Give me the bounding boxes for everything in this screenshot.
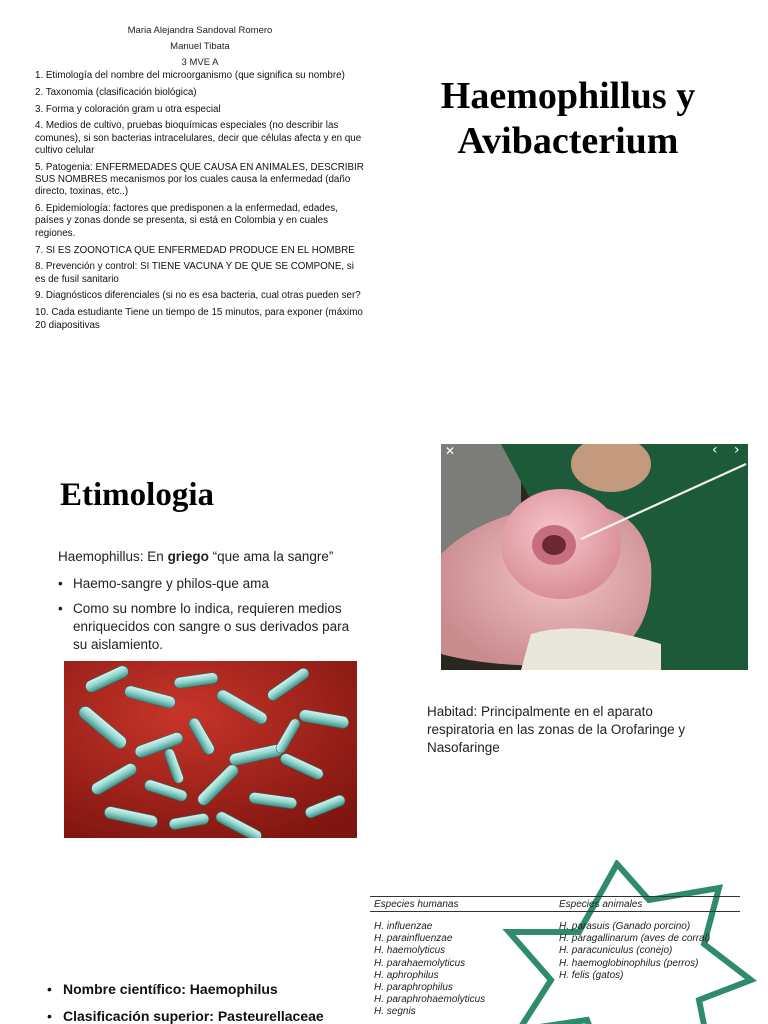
intro-suffix: “que ama la sangre” (208, 549, 334, 564)
species-entry: H. parainfluenzae (374, 933, 453, 945)
pig-photo-graphic (441, 444, 748, 670)
species-entry: H. haemolyticus (374, 945, 446, 957)
species-entry: H. haemoglobinophilus (perros) (559, 957, 699, 969)
species-table-body (370, 912, 740, 1019)
etymology-intro (58, 549, 333, 564)
species-entry: H. paragallinarum (aves de corral) (559, 933, 711, 945)
bullet-item: • Nombre científico: Haemophilus (47, 976, 324, 1003)
etymology-heading: Etimologia (60, 477, 214, 513)
author-1: Maria Alejandra Sandoval Romero (127, 25, 273, 36)
species-entry: H. paraphrohaemolyticus (374, 994, 486, 1006)
task-item: 5. Patogenia: ENFERMEDADES QUE CAUSA EN ANIMALES, DESCRIBIR SUS NOMBRES mecanismos por los cuales causa la enfermedad (daño directo, toxinas, etc..) (35, 161, 364, 198)
bullet-item: • Clasificación superior: Pasteurellaceae (47, 1003, 324, 1024)
species-entry: H. parahaemolyticus (374, 957, 466, 969)
human-species-column (370, 921, 555, 1019)
bullet-item: • Como su nombre lo indica, requieren medios enriquecidos con sangre o sus derivados para su aislamiento. (58, 600, 358, 654)
slide-etymology (0, 420, 768, 860)
species-entry: H. aphrophilus (374, 969, 439, 981)
task-item: 7. SI ES ZOONOTICA QUE ENFERMEDAD PRODUCE EN EL HOMBRE (35, 244, 355, 256)
task-item: 3. Forma y coloración gram u otra especial (35, 103, 221, 115)
task-item: 9. Diagnósticos diferenciales (si no es esa bacteria, cual otras pueden ser? (35, 290, 361, 302)
task-item: 4. Medios de cultivo, pruebas bioquímicas especiales (no describir las comunes), si son bacterias intracelulares, decir que células afecta y en que cultivo celular (35, 120, 362, 156)
bacteria-micrograph-image (64, 661, 357, 838)
close-icon[interactable]: ✕ (445, 444, 456, 458)
task-item: 6. Epidemiología: factores que predisponen a la enfermedad, edades, países y zonas donde se presenta, si está en Colombia y en cuales regiones. (35, 203, 338, 239)
pig-nasal-swab-photo (441, 444, 748, 670)
chevron-left-icon[interactable]: ‹ (712, 442, 718, 458)
assignment-task-list (35, 70, 365, 336)
intro-prefix: Haemophillus: En (58, 549, 168, 564)
header-animal-species: Especies animales (559, 899, 643, 910)
task-item: 10. Cada estudiante Tiene un tiempo de 15 minutos, para exponer (máximo 20 diapositivas (35, 307, 363, 331)
species-table (370, 896, 740, 1019)
author-2: Manuel Tibata (170, 41, 230, 52)
classification-bullets (47, 976, 324, 1024)
intro-bold-word: griego (167, 549, 209, 564)
species-table-header (370, 896, 740, 912)
species-entry: H. segnis (374, 1006, 416, 1018)
bullet-item: • Haemo-sangre y philos-que ama (58, 575, 358, 593)
presentation-title: Haemophillus y Avibacterium (440, 75, 696, 162)
task-item: 8. Prevención y control: SI TIENE VACUNA Y DE QUE SE COMPONE, si es de fusil sanitario (35, 261, 354, 285)
etymology-bullets (58, 575, 358, 661)
header-human-species: Especies humanas (374, 899, 459, 910)
task-item: 2. Taxonomia (clasificación biológica) (35, 86, 197, 98)
species-entry: H. paracuniculus (conejo) (559, 945, 673, 957)
slide-classification (0, 860, 768, 1024)
authors-block (40, 23, 360, 71)
slide-assignment (0, 0, 768, 420)
species-entry: H. felis (gatos) (559, 969, 624, 981)
course-label: 3 MVE A (181, 57, 219, 68)
species-entry: H. parasuis (Ganado porcino) (559, 921, 691, 932)
animal-species-column (555, 921, 740, 1019)
chevron-right-icon[interactable]: › (734, 442, 740, 458)
species-entry: H. influenzae (374, 921, 433, 932)
task-item: 1. Etimología del nombre del microorganismo (que significa su nombre) (35, 70, 345, 81)
habitat-text: Habitad: Principalmente en el aparato respiratoria en las zonas de la Orofaringe y Nasofaringe (427, 704, 686, 755)
species-entry: H. paraphrophilus (374, 982, 453, 994)
